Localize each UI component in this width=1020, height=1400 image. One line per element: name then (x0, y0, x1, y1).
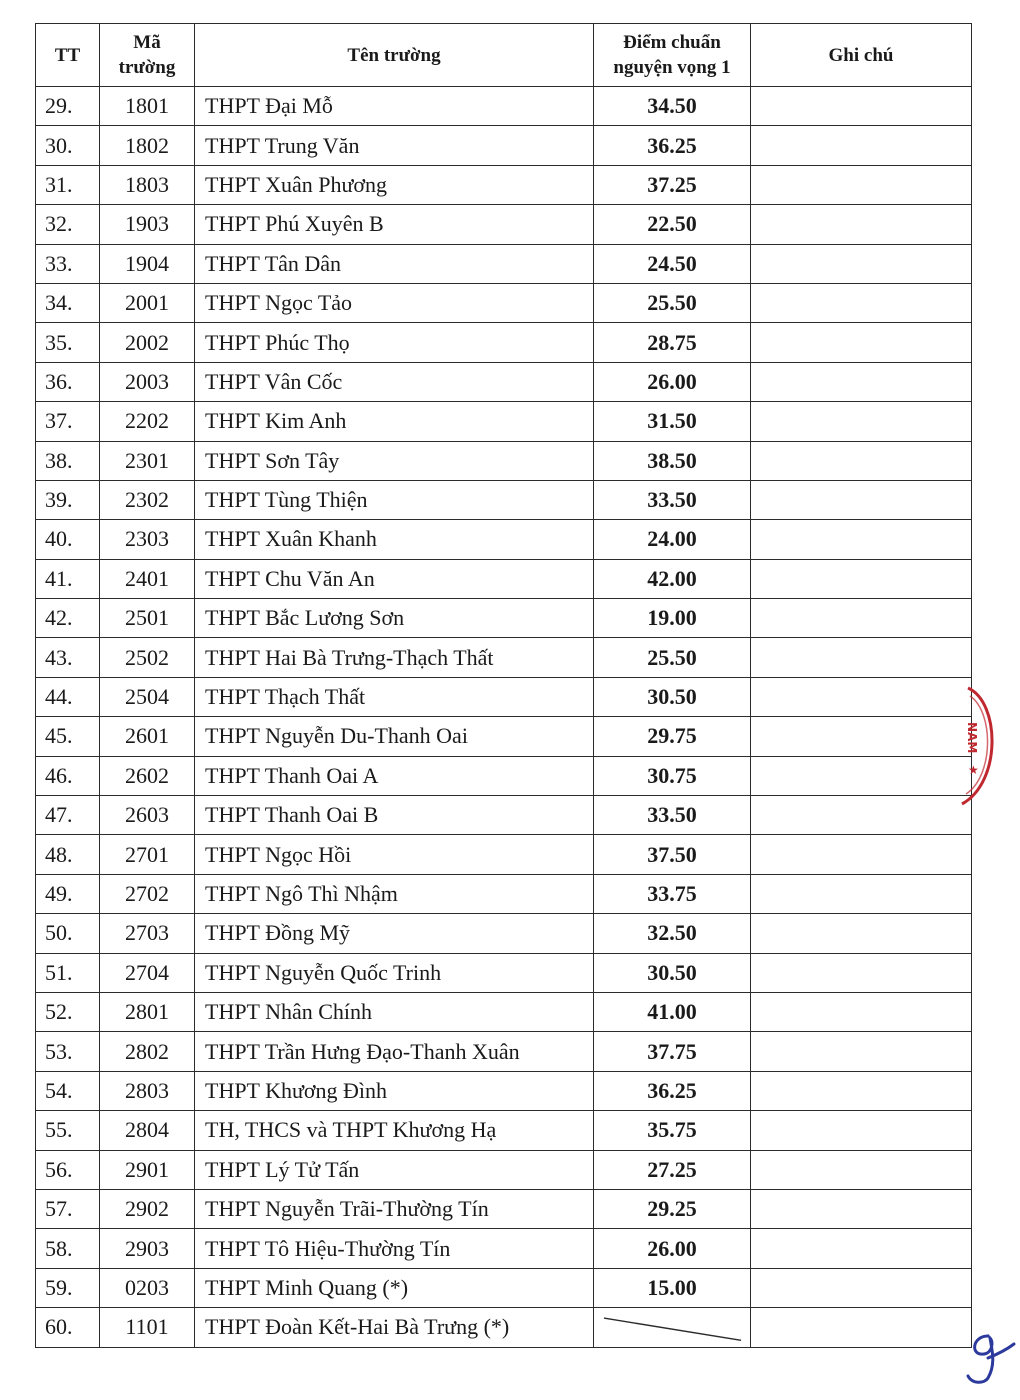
cell-ma-truong: 2302 (100, 480, 195, 519)
cell-ten-truong: THPT Kim Anh (195, 402, 594, 441)
cell-ghi-chu (751, 992, 972, 1031)
header-diem-chuan: Điểm chuẩn nguyện vọng 1 (594, 24, 751, 87)
table-row (36, 283, 972, 322)
cell-ma-truong: 2701 (100, 835, 195, 874)
cell-ten-truong: THPT Phú Xuyên B (195, 205, 594, 244)
cell-tt: 31. (36, 165, 100, 204)
cell-diem-chuan: 19.00 (594, 599, 751, 638)
cell-tt: 33. (36, 244, 100, 283)
table-row (36, 87, 972, 126)
cell-diem-chuan: 30.50 (594, 677, 751, 716)
cell-ma-truong: 1801 (100, 87, 195, 126)
cell-ghi-chu (751, 87, 972, 126)
cell-tt: 36. (36, 362, 100, 401)
cell-diem-chuan: 30.75 (594, 756, 751, 795)
cell-tt: 41. (36, 559, 100, 598)
cell-tt: 37. (36, 402, 100, 441)
strike-line-icon (594, 1308, 750, 1346)
cell-ma-truong: 2703 (100, 914, 195, 953)
table-row (36, 402, 972, 441)
cell-ghi-chu (751, 835, 972, 874)
cell-tt: 49. (36, 874, 100, 913)
cell-diem-chuan: 26.00 (594, 362, 751, 401)
cell-ma-truong: 2401 (100, 559, 195, 598)
cell-tt: 55. (36, 1111, 100, 1150)
cell-ghi-chu (751, 205, 972, 244)
cell-tt: 42. (36, 599, 100, 638)
cell-ma-truong: 2804 (100, 1111, 195, 1150)
cell-diem-chuan: 22.50 (594, 205, 751, 244)
cell-ten-truong: THPT Thanh Oai A (195, 756, 594, 795)
cell-ma-truong: 2202 (100, 402, 195, 441)
cell-diem-chuan: 15.00 (594, 1268, 751, 1307)
table-row (36, 480, 972, 519)
cell-diem-chuan (594, 1308, 751, 1347)
table-row (36, 1308, 972, 1347)
cell-tt: 51. (36, 953, 100, 992)
cell-tt: 45. (36, 717, 100, 756)
cell-ten-truong: TH, THCS và THPT Khương Hạ (195, 1111, 594, 1150)
header-ten-truong: Tên trường (195, 24, 594, 87)
cell-tt: 44. (36, 677, 100, 716)
cell-ma-truong: 1903 (100, 205, 195, 244)
cell-diem-chuan: 33.50 (594, 480, 751, 519)
cell-ghi-chu (751, 1071, 972, 1110)
cell-diem-chuan: 25.50 (594, 283, 751, 322)
cell-tt: 60. (36, 1308, 100, 1347)
cell-ten-truong: THPT Nguyễn Trãi-Thường Tín (195, 1189, 594, 1228)
cell-tt: 32. (36, 205, 100, 244)
cell-ma-truong: 2003 (100, 362, 195, 401)
header-ghi-chu: Ghi chú (751, 24, 972, 87)
cell-ma-truong: 2601 (100, 717, 195, 756)
cell-tt: 48. (36, 835, 100, 874)
cell-ma-truong: 1904 (100, 244, 195, 283)
table-body (36, 87, 972, 1348)
cell-ma-truong: 2901 (100, 1150, 195, 1189)
table-row (36, 520, 972, 559)
cell-diem-chuan: 25.50 (594, 638, 751, 677)
table-row (36, 1189, 972, 1228)
cell-ghi-chu (751, 796, 972, 835)
cell-tt: 53. (36, 1032, 100, 1071)
cell-ten-truong: THPT Nguyễn Du-Thanh Oai (195, 717, 594, 756)
cell-ten-truong: THPT Nguyễn Quốc Trinh (195, 953, 594, 992)
cell-ghi-chu (751, 914, 972, 953)
cell-tt: 57. (36, 1189, 100, 1228)
cell-tt: 59. (36, 1268, 100, 1307)
cell-ma-truong: 2502 (100, 638, 195, 677)
cell-ma-truong: 2002 (100, 323, 195, 362)
cell-ten-truong: THPT Phúc Thọ (195, 323, 594, 362)
cell-ten-truong: THPT Nhân Chính (195, 992, 594, 1031)
cell-tt: 38. (36, 441, 100, 480)
cell-ten-truong: THPT Xuân Phương (195, 165, 594, 204)
official-stamp-icon (940, 682, 1010, 810)
cell-ghi-chu (751, 402, 972, 441)
header-ma-truong: Mã trường (100, 24, 195, 87)
cell-diem-chuan: 42.00 (594, 559, 751, 598)
cell-ten-truong: THPT Vân Cốc (195, 362, 594, 401)
cell-ghi-chu (751, 1268, 972, 1307)
stamp-star-icon: ★ (968, 763, 979, 777)
table-row (36, 756, 972, 795)
table-row (36, 874, 972, 913)
table-row (36, 796, 972, 835)
cell-diem-chuan: 29.25 (594, 1189, 751, 1228)
cell-ghi-chu (751, 1308, 972, 1347)
cell-ten-truong: THPT Trần Hưng Đạo-Thanh Xuân (195, 1032, 594, 1071)
cell-ghi-chu (751, 599, 972, 638)
cell-ten-truong: THPT Lý Tử Tấn (195, 1150, 594, 1189)
cell-diem-chuan: 31.50 (594, 402, 751, 441)
cell-ghi-chu (751, 953, 972, 992)
cell-ten-truong: THPT Hai Bà Trưng-Thạch Thất (195, 638, 594, 677)
cell-ghi-chu (751, 874, 972, 913)
cell-tt: 46. (36, 756, 100, 795)
cell-diem-chuan: 35.75 (594, 1111, 751, 1150)
cell-diem-chuan: 30.50 (594, 953, 751, 992)
cell-ten-truong: THPT Thạch Thất (195, 677, 594, 716)
table-row (36, 1071, 972, 1110)
cell-ma-truong: 1803 (100, 165, 195, 204)
cell-ma-truong: 2602 (100, 756, 195, 795)
cell-ma-truong: 2303 (100, 520, 195, 559)
cell-diem-chuan: 33.50 (594, 796, 751, 835)
cell-ma-truong: 2902 (100, 1189, 195, 1228)
table-row (36, 953, 972, 992)
cell-ma-truong: 0203 (100, 1268, 195, 1307)
cell-tt: 39. (36, 480, 100, 519)
cell-ten-truong: THPT Khương Đình (195, 1071, 594, 1110)
document-page (35, 23, 971, 1348)
table-row (36, 126, 972, 165)
cell-tt: 47. (36, 796, 100, 835)
table-row (36, 323, 972, 362)
table-row (36, 1032, 972, 1071)
cell-ten-truong: THPT Đoàn Kết-Hai Bà Trưng (*) (195, 1308, 594, 1347)
cell-ten-truong: THPT Tùng Thiện (195, 480, 594, 519)
table-row (36, 244, 972, 283)
cell-ten-truong: THPT Ngô Thì Nhậm (195, 874, 594, 913)
cell-tt: 40. (36, 520, 100, 559)
cell-diem-chuan: 26.00 (594, 1229, 751, 1268)
table-row (36, 559, 972, 598)
cell-ten-truong: THPT Sơn Tây (195, 441, 594, 480)
table-row (36, 1229, 972, 1268)
cell-diem-chuan: 41.00 (594, 992, 751, 1031)
table-row (36, 599, 972, 638)
cell-ghi-chu (751, 165, 972, 204)
cell-diem-chuan: 32.50 (594, 914, 751, 953)
cell-ghi-chu (751, 441, 972, 480)
cell-diem-chuan: 37.50 (594, 835, 751, 874)
table-header-row (36, 24, 972, 87)
cell-ghi-chu (751, 756, 972, 795)
header-tt: TT (36, 24, 100, 87)
cell-tt: 30. (36, 126, 100, 165)
cell-tt: 35. (36, 323, 100, 362)
cell-diem-chuan: 34.50 (594, 87, 751, 126)
cell-ma-truong: 2301 (100, 441, 195, 480)
table-row (36, 717, 972, 756)
cell-ten-truong: THPT Minh Quang (*) (195, 1268, 594, 1307)
cell-diem-chuan: 24.00 (594, 520, 751, 559)
cell-diem-chuan: 29.75 (594, 717, 751, 756)
cell-ghi-chu (751, 1189, 972, 1228)
cell-ma-truong: 2903 (100, 1229, 195, 1268)
cell-ten-truong: THPT Đại Mỗ (195, 87, 594, 126)
table-row (36, 165, 972, 204)
cell-ten-truong: THPT Trung Văn (195, 126, 594, 165)
cell-diem-chuan: 28.75 (594, 323, 751, 362)
table-row (36, 677, 972, 716)
cell-ten-truong: THPT Thanh Oai B (195, 796, 594, 835)
cell-ghi-chu (751, 638, 972, 677)
cell-ma-truong: 1802 (100, 126, 195, 165)
table-row (36, 835, 972, 874)
cell-ten-truong: THPT Xuân Khanh (195, 520, 594, 559)
stamp-text: NAM (965, 722, 979, 754)
cell-ma-truong: 2802 (100, 1032, 195, 1071)
table-row (36, 362, 972, 401)
cell-tt: 54. (36, 1071, 100, 1110)
table-row (36, 1150, 972, 1189)
cell-ten-truong: THPT Ngọc Hồi (195, 835, 594, 874)
table-row (36, 638, 972, 677)
signature-icon (958, 1328, 1020, 1390)
cell-diem-chuan: 27.25 (594, 1150, 751, 1189)
table-row (36, 441, 972, 480)
cell-ma-truong: 1101 (100, 1308, 195, 1347)
cell-ghi-chu (751, 480, 972, 519)
cell-diem-chuan: 36.25 (594, 1071, 751, 1110)
cell-tt: 58. (36, 1229, 100, 1268)
cell-tt: 43. (36, 638, 100, 677)
table-row (36, 1111, 972, 1150)
cell-ghi-chu (751, 677, 972, 716)
cell-ghi-chu (751, 362, 972, 401)
cell-diem-chuan: 36.25 (594, 126, 751, 165)
cell-ma-truong: 2001 (100, 283, 195, 322)
cell-diem-chuan: 37.75 (594, 1032, 751, 1071)
cell-ten-truong: THPT Chu Văn An (195, 559, 594, 598)
cell-ghi-chu (751, 323, 972, 362)
cell-diem-chuan: 37.25 (594, 165, 751, 204)
table-row (36, 914, 972, 953)
cell-tt: 29. (36, 87, 100, 126)
cell-ghi-chu (751, 1229, 972, 1268)
cell-tt: 34. (36, 283, 100, 322)
cell-ma-truong: 2501 (100, 599, 195, 638)
cell-ghi-chu (751, 717, 972, 756)
cell-ten-truong: THPT Tân Dân (195, 244, 594, 283)
cell-ghi-chu (751, 244, 972, 283)
cell-diem-chuan: 33.75 (594, 874, 751, 913)
cell-ghi-chu (751, 126, 972, 165)
cell-ma-truong: 2704 (100, 953, 195, 992)
table-row (36, 205, 972, 244)
cell-ghi-chu (751, 1111, 972, 1150)
admission-score-table (35, 23, 972, 1348)
cell-tt: 50. (36, 914, 100, 953)
cell-ten-truong: THPT Đồng Mỹ (195, 914, 594, 953)
cell-ghi-chu (751, 1150, 972, 1189)
cell-ten-truong: THPT Bắc Lương Sơn (195, 599, 594, 638)
cell-ma-truong: 2603 (100, 796, 195, 835)
cell-ma-truong: 2702 (100, 874, 195, 913)
cell-ghi-chu (751, 283, 972, 322)
cell-ghi-chu (751, 559, 972, 598)
cell-tt: 52. (36, 992, 100, 1031)
cell-ma-truong: 2801 (100, 992, 195, 1031)
cell-diem-chuan: 24.50 (594, 244, 751, 283)
cell-ten-truong: THPT Tô Hiệu-Thường Tín (195, 1229, 594, 1268)
cell-diem-chuan: 38.50 (594, 441, 751, 480)
cell-ghi-chu (751, 520, 972, 559)
cell-ten-truong: THPT Ngọc Tảo (195, 283, 594, 322)
table-row (36, 992, 972, 1031)
cell-ma-truong: 2504 (100, 677, 195, 716)
table-row (36, 1268, 972, 1307)
cell-ma-truong: 2803 (100, 1071, 195, 1110)
cell-ghi-chu (751, 1032, 972, 1071)
cell-tt: 56. (36, 1150, 100, 1189)
